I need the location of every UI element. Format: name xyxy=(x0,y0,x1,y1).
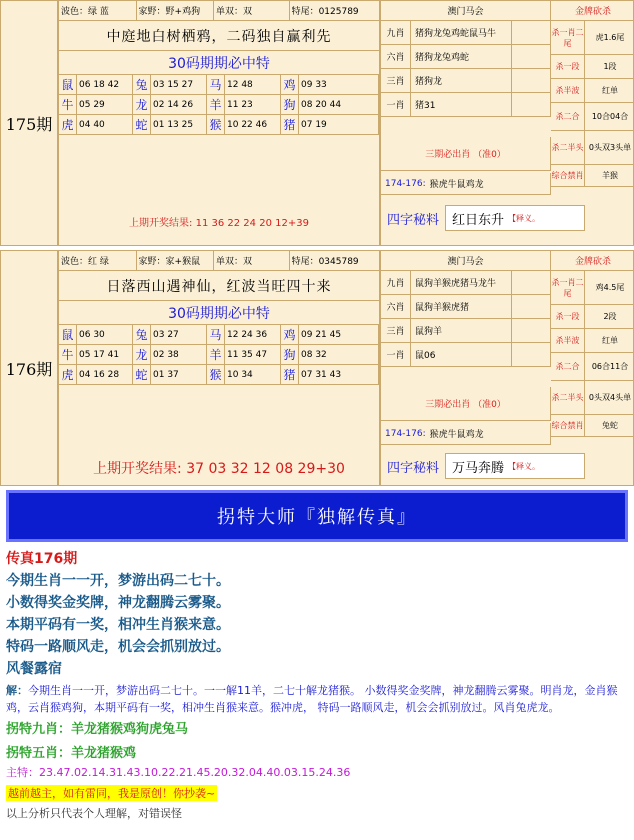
range-row: 174-176: 猴虎牛鼠鸡龙 xyxy=(381,423,551,445)
pick-value: 猪狗龙兔鸡蛇 xyxy=(411,45,512,68)
zodiac-numbers: 12 48 xyxy=(225,75,281,95)
kill-value: 红单 xyxy=(602,336,618,345)
pick-row xyxy=(381,93,551,117)
wave-color: 红 绿 xyxy=(88,257,109,267)
zodiac-numbers: 07 31 43 xyxy=(299,365,379,385)
pick-value: 鼠狗羊猴虎猪马龙牛 xyxy=(411,271,512,294)
zodiac-numbers: 03 27 xyxy=(151,325,207,345)
kill-row xyxy=(551,381,634,415)
pick-key: 六肖 xyxy=(381,45,411,68)
kill-value: 羊猴 xyxy=(602,171,618,180)
verse: 日落西山遇神仙，红波当旺四十来 xyxy=(59,271,379,301)
kill-value: 虎1.6尾 xyxy=(595,33,625,42)
prev-result: 上期开奖结果: 11 36 22 24 20 12+39 xyxy=(129,217,309,229)
kill-key: 杀二合 xyxy=(551,103,585,130)
secret-phrase: 万马奔腾 xyxy=(452,460,505,476)
range-row: 174-176: 猴虎牛鼠鸡龙 xyxy=(381,173,551,195)
zodiac-sign: 鼠 xyxy=(59,325,77,345)
copyright-warning: 越前越主，如有雷同，我是原创！你抄袭~ xyxy=(8,787,216,800)
kill-row xyxy=(551,79,634,103)
zodiac-numbers: 09 21 45 xyxy=(299,325,379,345)
zodiac-sign: 蛇 xyxy=(133,365,151,385)
zodiac-numbers: 02 38 xyxy=(151,345,207,365)
kill-key: 杀一段 xyxy=(551,55,585,78)
zodiac-sign: 猪 xyxy=(281,365,299,385)
three-period: 三期必出肖 （准0） xyxy=(381,137,551,171)
pick-row xyxy=(381,295,551,319)
kill-key: 杀一段 xyxy=(551,305,585,328)
zodiac-sign: 兔 xyxy=(133,75,151,95)
zodiac-sign: 蛇 xyxy=(133,115,151,135)
secret-row: 四字秘料 红日东升 【释义。 xyxy=(381,201,634,235)
pick-list xyxy=(381,21,551,117)
pick-value: 鼠06 xyxy=(411,343,512,366)
zodiac-sign: 牛 xyxy=(59,345,77,365)
zodiac-numbers: 09 33 xyxy=(299,75,379,95)
pick-row xyxy=(381,69,551,93)
zodiac-sign: 羊 xyxy=(207,95,225,115)
zodiac-numbers: 04 16 28 xyxy=(77,365,133,385)
pick-list xyxy=(381,271,551,367)
forecast-main xyxy=(58,250,380,486)
kill-key: 杀半波 xyxy=(551,329,585,352)
poem-line: 本期平码有一奖，相冲生肖猴来意。 xyxy=(6,617,230,633)
prev-result: 上期开奖结果: 37 03 32 12 08 29+30 xyxy=(93,461,345,477)
zodiac-sign: 兔 xyxy=(133,325,151,345)
secret-label: 四字秘料 xyxy=(387,460,440,476)
kill-head: 金牌砍杀 xyxy=(551,251,634,271)
kill-value: 红单 xyxy=(602,86,618,95)
zodiac-sign: 猴 xyxy=(207,365,225,385)
thirty-code-banner: 30码期期必中特 xyxy=(59,51,379,75)
thirty-code-banner: 30码期期必中特 xyxy=(59,301,379,325)
pick-key: 三肖 xyxy=(381,69,411,92)
main-numbers: 主特：23.47.02.14.31.43.10.22.21.45.20.32.04.40.03.15.24.36 xyxy=(6,766,351,779)
zodiac-sign: 马 xyxy=(207,325,225,345)
zodiac-numbers: 06 18 42 xyxy=(77,75,133,95)
zodiac-sign: 猴 xyxy=(207,115,225,135)
zodiac-grid xyxy=(59,75,379,135)
kill-row xyxy=(551,271,634,305)
kill-key: 杀一肖二尾 xyxy=(551,271,585,304)
macau-head: 澳门马会 xyxy=(381,251,551,271)
zodiac-numbers: 04 40 xyxy=(77,115,133,135)
kill-value: 10合04合 xyxy=(591,112,629,121)
forecast-main xyxy=(58,0,380,246)
zodiac-numbers: 01 37 xyxy=(151,365,207,385)
kill-value: 1段 xyxy=(603,62,617,71)
zodiac-sign: 虎 xyxy=(59,115,77,135)
info-row: 波色：绿 蓝 家野：野+鸡狗 单双：双 特尾：0125789 xyxy=(59,1,379,21)
zodiac-numbers: 05 29 xyxy=(77,95,133,115)
zodiac-numbers: 07 19 xyxy=(299,115,379,135)
pick-key: 一肖 xyxy=(381,343,411,366)
kill-value: 06合11合 xyxy=(591,362,629,371)
zodiac-numbers: 02 14 26 xyxy=(151,95,207,115)
pick-row xyxy=(381,343,551,367)
kill-value: 鸡4.5尾 xyxy=(595,283,625,292)
zodiac-grid xyxy=(59,325,379,385)
kill-list xyxy=(551,251,634,437)
kill-key: 杀一肖二尾 xyxy=(551,21,585,54)
kill-row xyxy=(551,55,634,79)
kill-row xyxy=(551,103,634,131)
zodiac-sign: 龙 xyxy=(133,95,151,115)
zodiac-numbers: 01 13 25 xyxy=(151,115,207,135)
kill-key: 综合禁肖 xyxy=(551,415,585,436)
secret-phrase: 红日东升 xyxy=(452,212,505,228)
zodiac-numbers: 03 15 27 xyxy=(151,75,207,95)
kill-row xyxy=(551,415,634,437)
master-banner: 拐特大师『独解传真』 xyxy=(6,490,628,542)
kill-value: 0头双4头单 xyxy=(588,393,632,402)
master-analysis xyxy=(0,490,634,840)
three-period: 三期必出肖 （准0） xyxy=(381,387,551,421)
odd-even: 双 xyxy=(243,7,253,17)
pick-value: 鼠狗羊猴虎猪 xyxy=(411,295,512,318)
secret-label: 四字秘料 xyxy=(387,212,440,228)
kill-key: 杀二合 xyxy=(551,353,585,380)
fax-title: 传真176期 xyxy=(6,551,78,567)
pick-key: 一肖 xyxy=(381,93,411,116)
zodiac-sign: 龙 xyxy=(133,345,151,365)
zodiac-numbers: 11 35 47 xyxy=(225,345,281,365)
macau-panel xyxy=(380,0,634,246)
explanation: 解：今期生肖一一开，梦游出码二七十。一一解11羊，二七十解龙猪猴。 小数得奖金奖牌，神龙翻腾云雾聚。明肖龙，金肖猴鸡，云肖猴鸡狗，本期平码有一奖，相冲生肖猴来意。猴冲虎， 特码一路顺风走，机会会抓别放过。风肖兔虎龙。 xyxy=(6,684,618,714)
zodiac-sign: 狗 xyxy=(281,345,299,365)
special-tail: 0125789 xyxy=(318,7,359,17)
special-tail: 0345789 xyxy=(318,257,359,267)
period-panel-176 xyxy=(0,250,634,486)
zodiac-numbers: 06 30 xyxy=(77,325,133,345)
kill-row xyxy=(551,21,634,55)
kill-list xyxy=(551,1,634,187)
pick-row xyxy=(381,21,551,45)
zodiac-sign: 鸡 xyxy=(281,325,299,345)
home-wild: 野+鸡狗 xyxy=(165,7,201,17)
zodiac-sign: 羊 xyxy=(207,345,225,365)
zodiac-numbers: 08 20 44 xyxy=(299,95,379,115)
pick-key: 六肖 xyxy=(381,295,411,318)
kill-row xyxy=(551,329,634,353)
zodiac-sign: 鸡 xyxy=(281,75,299,95)
poem-line: 特码一路顺风走，机会会抓别放过。 xyxy=(6,639,230,655)
pick-row xyxy=(381,319,551,343)
kill-row xyxy=(551,131,634,165)
kill-key: 杀二半头 xyxy=(551,381,585,414)
period-label: 175期 xyxy=(0,0,58,246)
zodiac-sign: 鼠 xyxy=(59,75,77,95)
wave-color: 绿 蓝 xyxy=(88,7,109,17)
pick-row xyxy=(381,271,551,295)
disclaimer: 以上分析只代表个人理解，对错误怪 xyxy=(6,807,182,820)
pick-key: 三肖 xyxy=(381,319,411,342)
pick-key: 九肖 xyxy=(381,271,411,294)
zodiac-numbers: 10 34 xyxy=(225,365,281,385)
nine-zodiac-pick: 拐特九肖：羊龙猪猴鸡狗虎兔马 xyxy=(6,722,189,737)
pick-value: 猪狗龙 xyxy=(411,69,512,92)
pick-value: 猪狗龙兔鸡蛇鼠马牛 xyxy=(411,21,512,44)
zodiac-numbers: 12 24 36 xyxy=(225,325,281,345)
kill-key: 杀半波 xyxy=(551,79,585,102)
pick-row xyxy=(381,45,551,69)
zodiac-sign: 狗 xyxy=(281,95,299,115)
zodiac-numbers: 11 23 xyxy=(225,95,281,115)
period-label: 176期 xyxy=(0,250,58,486)
pick-value: 猪31 xyxy=(411,93,512,116)
kill-value: 0头双3头单 xyxy=(588,143,632,152)
info-row: 波色：红 绿 家野：家+猴鼠 单双：双 特尾：0345789 xyxy=(59,251,379,271)
zodiac-numbers: 08 32 xyxy=(299,345,379,365)
kill-key: 杀二半头 xyxy=(551,131,585,164)
five-zodiac-pick: 拐特五肖：羊龙猪猴鸡 xyxy=(6,746,137,761)
kill-head: 金牌砍杀 xyxy=(551,1,634,21)
kill-value: 兔蛇 xyxy=(602,421,618,430)
zodiac-numbers: 10 22 46 xyxy=(225,115,281,135)
zodiac-numbers: 05 17 41 xyxy=(77,345,133,365)
zodiac-sign: 猪 xyxy=(281,115,299,135)
zodiac-sign: 虎 xyxy=(59,365,77,385)
zodiac-sign: 马 xyxy=(207,75,225,95)
poem-line: 风餐露宿 xyxy=(6,661,62,677)
pick-value: 鼠狗羊 xyxy=(411,319,512,342)
period-panel-175 xyxy=(0,0,634,246)
macau-panel xyxy=(380,250,634,486)
zodiac-sign: 牛 xyxy=(59,95,77,115)
home-wild: 家+猴鼠 xyxy=(165,257,201,267)
kill-value: 2段 xyxy=(603,312,617,321)
kill-row xyxy=(551,165,634,187)
macau-head: 澳门马会 xyxy=(381,1,551,21)
kill-row xyxy=(551,353,634,381)
kill-row xyxy=(551,305,634,329)
poem-line: 小数得奖金奖牌，神龙翻腾云雾聚。 xyxy=(6,595,230,611)
odd-even: 双 xyxy=(243,257,253,267)
verse: 中庭地白树栖鸦，二码独自赢利先 xyxy=(59,21,379,51)
secret-row: 四字秘料 万马奔腾 【释义。 xyxy=(381,449,634,483)
kill-key: 综合禁肖 xyxy=(551,165,585,186)
poem-line: 今期生肖一一开，梦游出码二七十。 xyxy=(6,573,230,589)
pick-key: 九肖 xyxy=(381,21,411,44)
